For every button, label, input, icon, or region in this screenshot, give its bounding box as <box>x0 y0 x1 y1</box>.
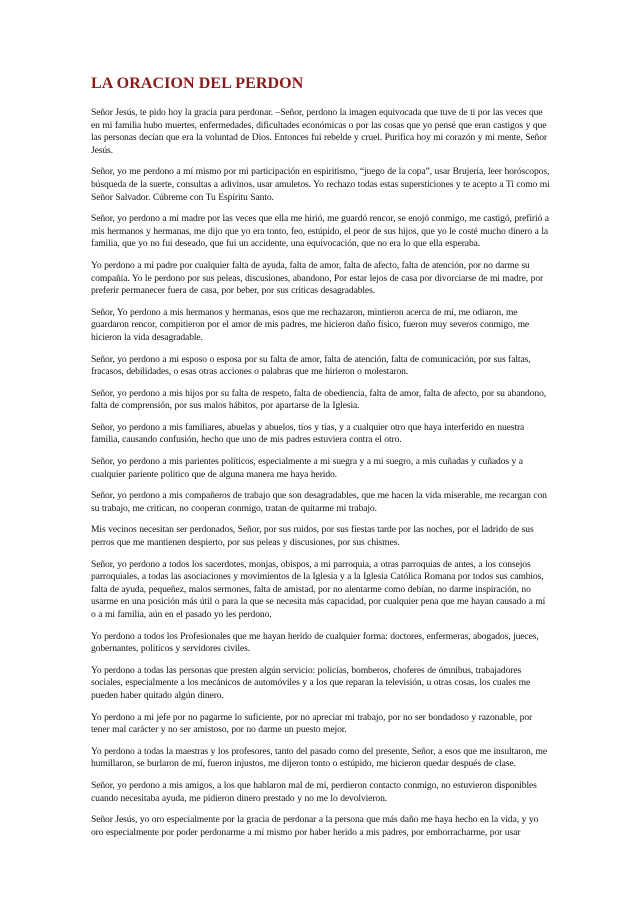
paragraph: Mis vecinos necesitan ser perdonados, Señor, por sus ruidos, por sus fiestas tarde por las noches, por el ladrido de sus perros que me mantienen despierto, por sus peleas y discusiones, por sus chismes. <box>91 524 534 549</box>
paragraph: Señor Jesús, te pido hoy la gracia para perdonar. –Señor, perdono la imagen equivocada que tuve de ti por las veces que en mi familia hubo muertes, enfermedades, dificultades económicas o por las cosas que yo pensé que eran castigos y que las personas decían que era la voluntad de Dios. Entonces fui rebelde y cruel. Purifica hoy mi corazón y mi mente, Señor Jesús. <box>91 107 547 156</box>
paragraph: Señor, yo perdono a mis compañeros de trabajo que son desagradables, que me hacen la vida miserable, me recargan con su trabajo, me critican, no cooperan conmigo, tratan de quitarme mi trabajo. <box>91 490 547 514</box>
paragraph: Yo perdono a mi padre por cualquier falta de ayuda, falta de amor, falta de afecto, falta de atención, por no darme su compañía. Yo le perdono por sus peleas, discusiones, abandono, Por estar lejos de casa por divorciarse de mi madre, por preferir permanecer fuera de casa, por beber, por sus críticas desagradables. <box>91 259 544 297</box>
paragraph: Yo perdono a todos los Profesionales que me hayan herido de cualquier forma: doctores, enfermeras, abogados, jueces, gobernantes, políticos y servidores civiles. <box>91 630 539 655</box>
paragraph: Señor, yo perdono a mis parientes políticos, especialmente a mi suegra y a mi suegro, a mis cuñadas y cuñados y a cualquier pariente político que de alguna manera me haya herido. <box>91 456 523 480</box>
paragraph: Señor Jesús, yo oro especialmente por la gracia de perdonar a la persona que más daño me haya hecho en la vida, y yo oro especialmente por poder perdonarme a mí mismo por haber herido a mis padres, por emborracharme, por usar <box>91 814 539 838</box>
paragraph: Señor, yo perdono a todos los sacerdotes, monjas, obispos, a mi parroquia, a otras parroquias de antes, a los consejos parroquiales, a todas las asociaciones y movimientos de la Iglesia y a la Iglesia Católica Romana por todos sus cambios, falta de ayuda, pequeñez, malos sermones, falta de amistad, por no alentarme como debían, no darme inspiración, no usarme en una posición más útil o para la que se necesita más capacidad, por cualquier pena que me hayan causado a mí o a mi familia, aún en el pasado yo les perdono. <box>91 558 546 620</box>
paragraph: Yo perdono a todas las personas que presten algún servicio: policías, bomberos, choferes de ómnibus, trabajadores sociales, especialmente a los mecánicos de automóviles y a los que reparan la televisión, u otras cosas, los cuales me pueden haber quitado algún dinero. <box>91 664 531 701</box>
paragraph: Señor, yo perdono a mi madre por las veces que ella me hirió, me guardó rencor, se enojó conmigo, me castigó, prefirió a mis hermanos y hermanas, me dijo que yo era tonto, feo, estúpido, el peor de sus hijos, que yo le costé mucho dinero a la familia, que yo no fui deseado, que fui un accidente, una equivocación, que no era lo que ella esperaba. <box>91 213 549 250</box>
paragraph: Señor, yo perdono a mis hijos por su falta de respeto, falta de obediencia, falta de amor, falta de afecto, por su abandono, falta de comprensión, por sus malos hábitos, por apartarse de la Iglesia. <box>91 387 547 412</box>
paragraph: Señor, yo me perdono a mí mismo por mi participación en espiritismo, “juego de la copa”, usar Brujería, leer horóscopos, búsqueda de la suerte, consultas a adivinos, usar amuletos. Yo rechazo todas estas supersticiones y te acepto a Ti como mi Señor Salvador. Cúbreme con Tu Espíritu Santo. <box>91 166 550 203</box>
paragraph: Yo perdono a todas la maestras y los profesores, tanto del pasado como del presente, Señor, a esos que me insultaron, me humillaron, se burlaron de mí, fueron injustos, me dijeron tonto o estúpido, me hicieron quedar después de clase. <box>91 745 547 770</box>
paragraph: Señor, yo perdono a mis amigos, a los que hablaron mal de mí, perdieron contacto conmigo, no estuvieron disponibles cuando necesitaba ayuda, me pidieron dinero prestado y no me lo devolvieron. <box>91 779 537 804</box>
document-title: LA ORACION DEL PERDON <box>91 75 304 92</box>
paragraph: Yo perdono a mi jefe por no pagarme lo suficiente, por no apreciar mi trabajo, por no ser bondadoso y razonable, por tener mal carácter y no ser amistoso, por no darme un puesto mejor. <box>91 711 533 736</box>
paragraph: Señor, Yo perdono a mis hermanos y hermanas, esos que me rechazaron, mintieron acerca de mí, me odiaron, me guardaron rencor, compitieron por el amor de mis padres, me hicieron daño físico, fueron muy severos conmigo, me hicieron la vida desagradable. <box>91 306 530 343</box>
paragraph: Señor, yo perdono a mi esposo o esposa por su falta de amor, falta de atención, falta de comunicación, por sus faltas, fracasos, debilidades, o esas otras acciones o palabras que me hirieron o molestaron. <box>91 353 531 378</box>
paragraph: Señor, yo perdono a mis familiares, abuelas y abuelos, tíos y tías, y a cualquier otro que haya interferido en nuestra familia, causando confusión, hecho que uno de mis padres estuviera contra el otro. <box>91 421 525 446</box>
